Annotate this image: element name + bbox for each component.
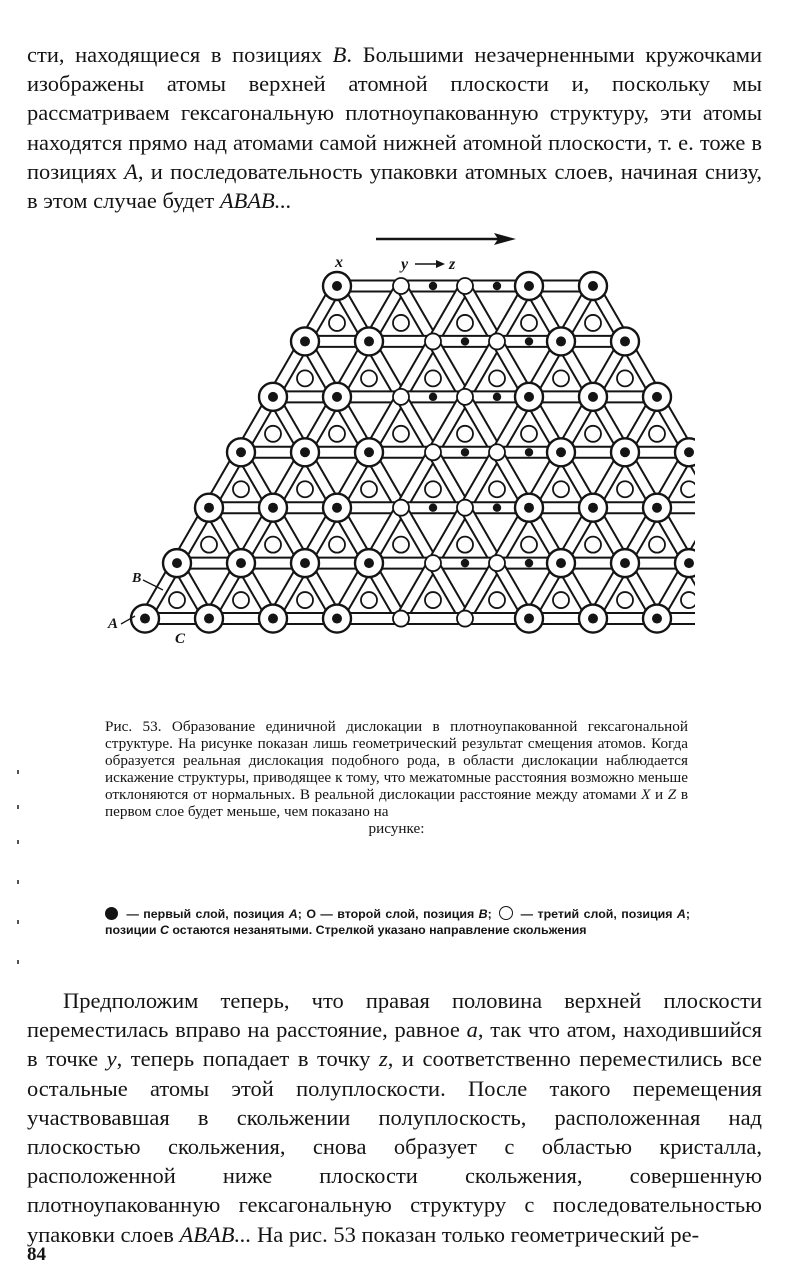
second-layer-atom (329, 426, 345, 442)
variable-a: A (124, 158, 138, 184)
bottom-paragraph (27, 986, 762, 1249)
second-layer-atom (521, 537, 537, 553)
top-layer-atom (489, 444, 505, 460)
first-layer-atom (620, 447, 630, 457)
top-layer-atom (425, 333, 441, 349)
bond (465, 563, 497, 618)
second-layer-atom (457, 537, 473, 553)
text-run: остаются незанятыми. Стрелкой указано направление скольжения (168, 923, 587, 937)
bond (401, 508, 433, 563)
second-layer-atom (489, 481, 505, 497)
second-layer-atom (553, 592, 569, 608)
second-layer-atom (265, 537, 281, 553)
page-number: 84 (27, 1244, 46, 1265)
first-layer-atom (556, 336, 566, 346)
first-layer-atom (364, 558, 374, 568)
first-layer-atom (268, 392, 278, 402)
second-layer-atom (649, 426, 665, 442)
shifted-atom (525, 337, 533, 345)
filled-circle-icon (105, 907, 118, 920)
second-layer-atom (425, 592, 441, 608)
second-layer-atom (521, 315, 537, 331)
figure-number: Рис. 53. (105, 718, 162, 735)
variable-y: y (106, 1046, 117, 1072)
second-layer-atom (585, 315, 601, 331)
second-layer-atom (393, 537, 409, 553)
top-layer-atom (393, 611, 409, 627)
second-layer-atom (201, 537, 217, 553)
shifted-atom (493, 393, 501, 401)
top-layer-atom (489, 555, 505, 571)
bond (433, 508, 465, 563)
second-layer-atom (297, 481, 313, 497)
top-layer-atom (489, 333, 505, 349)
text-run: , теперь попадает в точку (116, 1046, 379, 1072)
first-layer-atom (300, 336, 310, 346)
slip-direction-arrow-icon (374, 228, 519, 248)
bond (433, 341, 465, 396)
text-run: , и последовательность упаковки атомных слоев, начиная снизу, в этом случае будет (27, 158, 762, 214)
bond (401, 341, 433, 396)
second-layer-atom (681, 592, 695, 608)
y-to-z-arrowhead-icon (436, 260, 445, 268)
shifted-atom (493, 282, 501, 290)
bond (465, 341, 497, 396)
bond (401, 286, 433, 341)
second-layer-atom (361, 481, 377, 497)
label-z: z (449, 256, 456, 273)
first-layer-atom (236, 558, 246, 568)
caption-end: рисунке: (368, 820, 425, 837)
figure-legend (105, 906, 690, 938)
first-layer-atom (364, 447, 374, 457)
text-run: ; О — второй слой, позиция (297, 907, 479, 921)
first-layer-atom (300, 558, 310, 568)
bond (401, 563, 433, 618)
bond (465, 397, 497, 452)
label-a: A (108, 616, 119, 632)
second-layer-atom (361, 592, 377, 608)
first-layer-atom (684, 558, 694, 568)
first-layer-atom (204, 614, 214, 624)
top-paragraph (27, 40, 762, 215)
first-layer-atom (556, 558, 566, 568)
text-run: сти, находящиеся в позициях (27, 42, 333, 67)
text-run: — первый слой, позиция (122, 907, 289, 921)
top-layer-atom (393, 278, 409, 294)
variable-a: A (288, 907, 298, 921)
second-layer-atom (361, 370, 377, 386)
variable-b: B (332, 42, 347, 67)
second-layer-atom (169, 592, 185, 608)
first-layer-atom (620, 336, 630, 346)
bond (465, 286, 497, 341)
shifted-atom (525, 559, 533, 567)
first-layer-atom (556, 447, 566, 457)
variable-x: X (641, 786, 651, 803)
first-layer-atom (524, 614, 534, 624)
bond (433, 286, 465, 341)
label-y: y (401, 256, 409, 273)
first-layer-atom (588, 503, 598, 513)
top-layer-atom (457, 611, 473, 627)
second-layer-atom (393, 315, 409, 331)
first-layer-atom (652, 614, 662, 624)
top-layer-atom (425, 555, 441, 571)
top-layer-atom (457, 500, 473, 516)
caption-text: Образование единичной дислокации в плотноупакованной гексагональной структуре. На рисунке показан лишь геометрический результат смещения атомов. Когда образуется реальная дислокация подобного рода, в области дислокации наблюдается искажение структуры, приводящее к тому, что межатомные расстояния возможно меньше отклоняются от нормальных. В реальной дислокации расстояние между атомами (105, 718, 689, 803)
second-layer-atom (585, 426, 601, 442)
shifted-atom (429, 282, 437, 290)
first-layer-atom (524, 503, 534, 513)
second-layer-atom (457, 426, 473, 442)
variable-b: B (478, 907, 488, 921)
second-layer-atom (649, 537, 665, 553)
bond (401, 397, 433, 452)
text-run: Предположим теперь, что правая половина верхней плоскости переместилась вправо на расстояние, равное (27, 988, 762, 1043)
second-layer-atom (425, 481, 441, 497)
shifted-atom (429, 504, 437, 512)
label-b: B (132, 571, 142, 586)
first-layer-atom (268, 503, 278, 513)
bond (401, 452, 433, 507)
bond (433, 397, 465, 452)
second-layer-atom (393, 426, 409, 442)
second-layer-atom (617, 481, 633, 497)
second-layer-atom (617, 592, 633, 608)
bond (433, 452, 465, 507)
shifted-atom (461, 337, 469, 345)
top-layer-atom (457, 278, 473, 294)
second-layer-atom (553, 370, 569, 386)
label-c: C (175, 631, 186, 647)
first-layer-atom (204, 503, 214, 513)
text-run: — третий слой, позиция (516, 907, 677, 921)
variable-c: C (159, 923, 169, 937)
first-layer-atom (588, 281, 598, 291)
first-layer-atom (588, 614, 598, 624)
shifted-atom (461, 559, 469, 567)
second-layer-atom (265, 426, 281, 442)
first-layer-atom (684, 447, 694, 457)
top-layer-atom (425, 444, 441, 460)
second-layer-atom (233, 592, 249, 608)
second-layer-atom (521, 426, 537, 442)
bond (433, 563, 465, 618)
first-layer-atom (588, 392, 598, 402)
open-circle-icon (499, 906, 513, 920)
stacking-sequence: ABAB... (219, 188, 292, 214)
text-run: На рис. 53 показан только геометрический ре- (251, 1221, 700, 1247)
bond (465, 508, 497, 563)
first-layer-atom (332, 392, 342, 402)
first-layer-atom (236, 447, 246, 457)
first-layer-atom (332, 281, 342, 291)
first-layer-atom (364, 336, 374, 346)
variable-z: z (378, 1046, 388, 1072)
top-layer-atom (393, 389, 409, 405)
variable-z: Z (667, 786, 677, 803)
first-layer-atom (268, 614, 278, 624)
second-layer-atom (297, 592, 313, 608)
second-layer-atom (329, 537, 345, 553)
first-layer-atom (300, 447, 310, 457)
second-layer-atom (489, 592, 505, 608)
second-layer-atom (425, 370, 441, 386)
text-run: , и соответственно переместились все остальные атомы этой полуплоскости. После такого перемещения участвовавшая в скольжении полуплоскость, расположенная над плоскостью скольжения, снова образует с областью кристалла, расположенной ниже плоскости скольжения, совершенную плотноупакованную гексагональную структуру с последовательностью упаковки слоев (27, 1046, 762, 1247)
first-layer-atom (140, 614, 150, 624)
text-run: , так что атом, находившийся в точке (27, 1017, 762, 1072)
first-layer-atom (652, 392, 662, 402)
bond (465, 452, 497, 507)
variable-a: A (676, 907, 686, 921)
first-layer-atom (652, 503, 662, 513)
figure-caption (105, 718, 688, 837)
shifted-atom (493, 504, 501, 512)
first-layer-atom (332, 614, 342, 624)
variable-a: a (466, 1017, 478, 1043)
text-run: ; позиции (105, 907, 690, 937)
second-layer-atom (457, 315, 473, 331)
second-layer-atom (233, 481, 249, 497)
second-layer-atom (489, 370, 505, 386)
shifted-atom (525, 448, 533, 456)
top-layer-atom (457, 389, 473, 405)
second-layer-atom (617, 370, 633, 386)
label-x: x (335, 254, 343, 271)
first-layer-atom (332, 503, 342, 513)
first-layer-atom (524, 392, 534, 402)
second-layer-atom (553, 481, 569, 497)
shifted-atom (461, 448, 469, 456)
first-layer-atom (172, 558, 182, 568)
dislocation-figure (105, 250, 695, 700)
first-layer-atom (620, 558, 630, 568)
second-layer-atom (297, 370, 313, 386)
first-layer-atom (524, 281, 534, 291)
margin-marks (14, 770, 24, 970)
stacking-sequence: ABAB... (179, 1221, 252, 1247)
text-run: и (650, 786, 668, 803)
caption-text: в первом слое будет меньше, чем показано на (105, 786, 688, 820)
second-layer-atom (329, 315, 345, 331)
text-run: ; (487, 907, 497, 921)
second-layer-atom (681, 481, 695, 497)
top-layer-atom (393, 500, 409, 516)
shifted-atom (429, 393, 437, 401)
second-layer-atom (585, 537, 601, 553)
text-run: . Большими незачерненными кружочками изображены атомы верхней атомной плоскости и, поскольку мы рассматриваем гексагональную плотноупакованную структуру, эти атомы находятся прямо над атомами самой нижней атомной плоскости, т. е. тоже в позициях (27, 42, 762, 184)
